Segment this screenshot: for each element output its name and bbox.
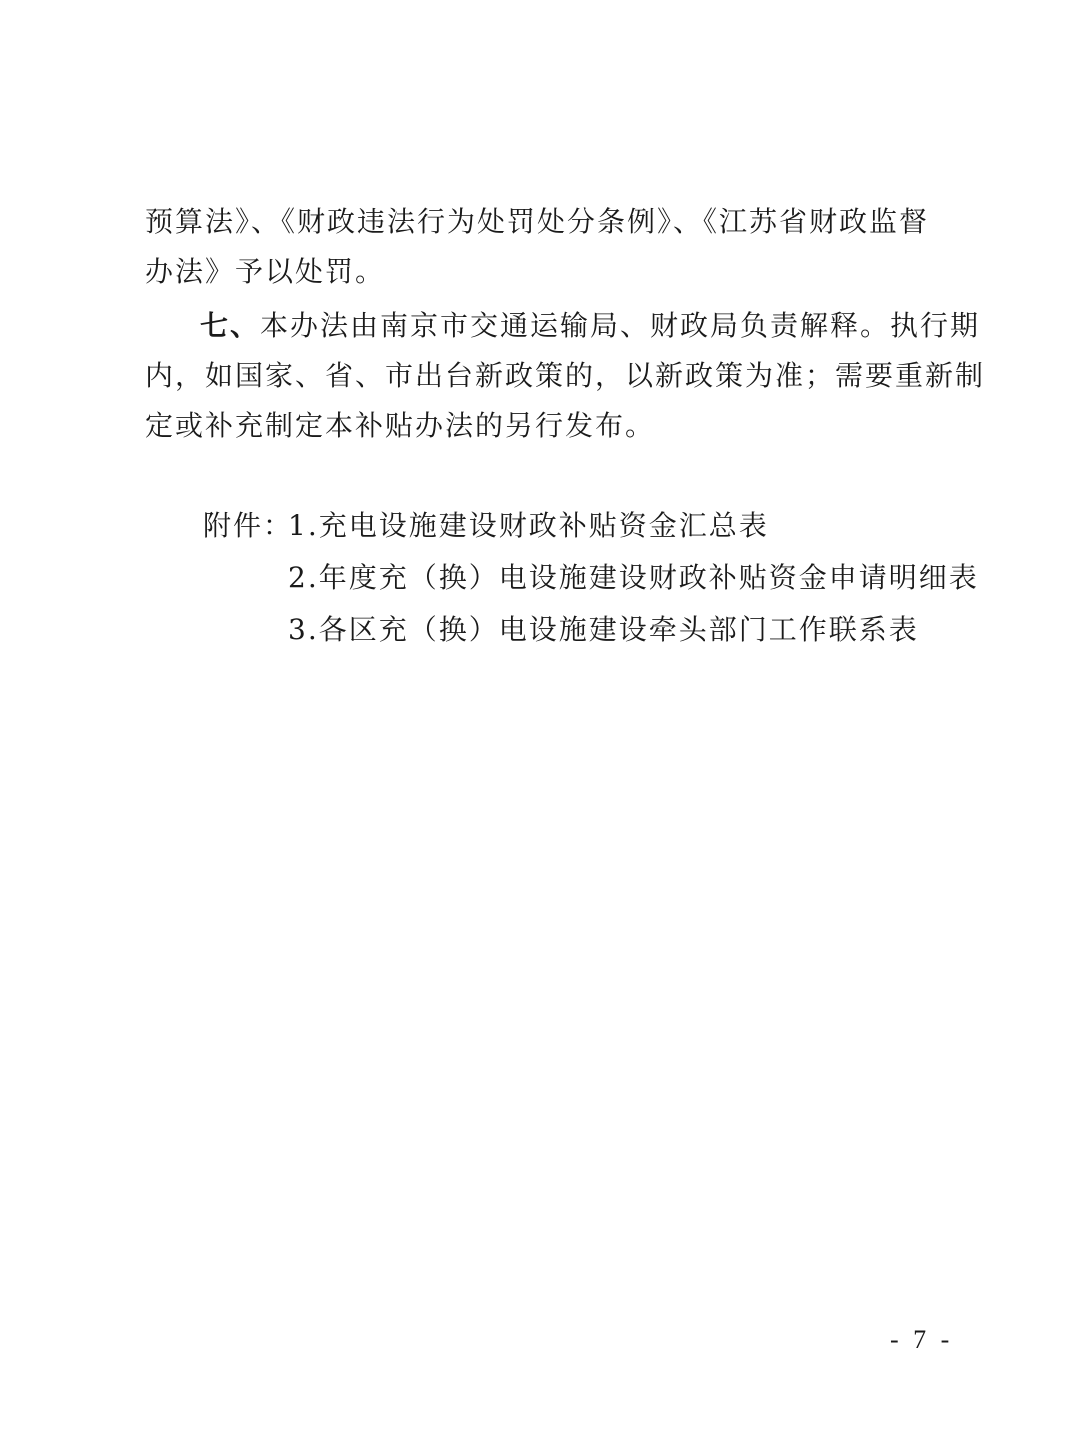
paragraph-6-line-2: 办法》予以处罚。 <box>145 255 386 288</box>
attachments-label: 附件： <box>203 509 294 542</box>
paragraph-7-line-1-text: 本办法由南京市交通运输局、财政局负责解释。执行期 <box>260 309 981 342</box>
paragraph-7-line-1 <box>200 310 980 342</box>
paragraph-7-line-3: 定或补充制定本补贴办法的另行发布。 <box>145 409 656 442</box>
paragraph-7-number: 七、 <box>200 309 261 342</box>
attachment-item-1: 1.充电设施建设财政补贴资金汇总表 <box>288 509 769 542</box>
attachment-item-3: 3.各区充（换）电设施建设牵头部门工作联系表 <box>288 613 919 646</box>
page-number: - 7 - <box>890 1325 954 1354</box>
paragraph-7-line-2: 内，如国家、省、市出台新政策的，以新政策为准；需要重新制 <box>145 359 986 392</box>
attachment-item-2: 2.年度充（换）电设施建设财政补贴资金申请明细表 <box>288 561 979 594</box>
paragraph-6-line-1: 预算法》、《财政违法行为处罚处分条例》、《江苏省财政监督 <box>145 205 930 238</box>
